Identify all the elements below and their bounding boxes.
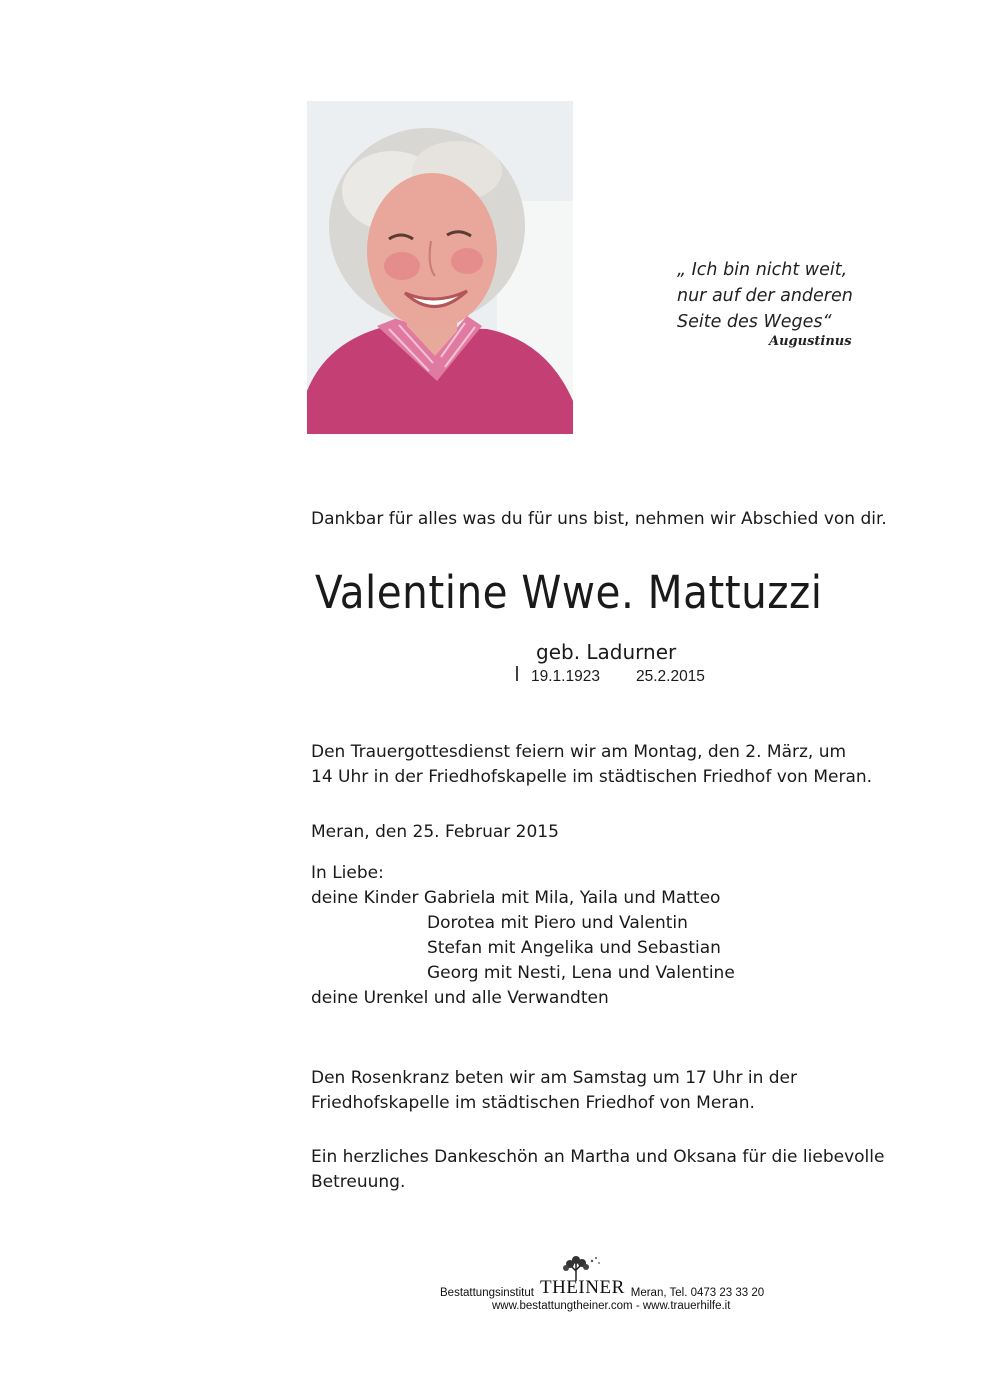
birth-date: 19.1.1923 <box>531 668 600 685</box>
portrait-illustration <box>307 101 573 434</box>
mourner-line: Stefan mit Angelika und Sebastian <box>427 938 721 958</box>
mourner-line: Georg mit Nesti, Lena und Valentine <box>427 963 735 983</box>
quote-author: Augustinus <box>769 334 852 349</box>
rosary-line: Friedhofskapelle im städtischen Friedhof von Meran. <box>311 1093 755 1113</box>
brand-logo <box>540 1277 625 1299</box>
rosary-line: Den Rosenkranz beten wir am Samstag um 17 Uhr in der <box>311 1068 798 1088</box>
thanks-note <box>311 1145 931 1195</box>
service-line: 14 Uhr in der Friedhofskapelle im städtischen Friedhof von Meran. <box>311 767 873 787</box>
service-announcement <box>311 740 911 790</box>
quote-line: „ Ich bin nicht weit, <box>677 260 848 280</box>
website-links: www.bestattungtheiner.com - www.trauerhilfe.it <box>492 1300 731 1312</box>
contact-info: Meran, Tel. 0473 23 33 20 <box>630 1287 765 1299</box>
intro-text: Dankbar für alles was du für uns bist, nehmen wir Abschied von dir. <box>311 509 887 529</box>
life-dates <box>513 666 705 686</box>
portrait-photo <box>307 101 573 434</box>
place-date: Meran, den 25. Februar 2015 <box>311 822 559 842</box>
mourner-line: Dorotea mit Piero und Valentin <box>427 913 688 933</box>
mourners-list <box>311 861 735 1011</box>
thanks-line: Ein herzliches Dankeschön an Martha und Oksana für die liebevolle <box>311 1147 885 1167</box>
death-date: 25.2.2015 <box>635 668 705 685</box>
thanks-line: Betreuung. <box>311 1172 406 1192</box>
cross-icon <box>513 666 531 686</box>
quote-block <box>677 257 907 351</box>
mourner-line: deine Kinder Gabriela mit Mila, Yaila und Matteo <box>311 888 721 908</box>
tree-logo-icon <box>562 1255 604 1281</box>
quote-line: Seite des Weges“ <box>677 312 832 332</box>
quote-line: nur auf der anderen <box>677 286 853 306</box>
birth-name: geb. Ladurner <box>536 640 677 664</box>
funeral-home-footer <box>440 1277 860 1312</box>
service-line: Den Trauergottesdienst feiern wir am Montag, den 2. März, um <box>311 742 847 762</box>
brand-name: THEINER <box>539 1277 625 1298</box>
deceased-name: Valentine Wwe. Mattuzzi <box>315 566 823 619</box>
mourner-line: deine Urenkel und alle Verwandten <box>311 988 609 1008</box>
institute-label: Bestattungsinstitut <box>440 1287 534 1299</box>
mourners-heading: In Liebe: <box>311 863 384 883</box>
rosary-announcement <box>311 1066 911 1116</box>
